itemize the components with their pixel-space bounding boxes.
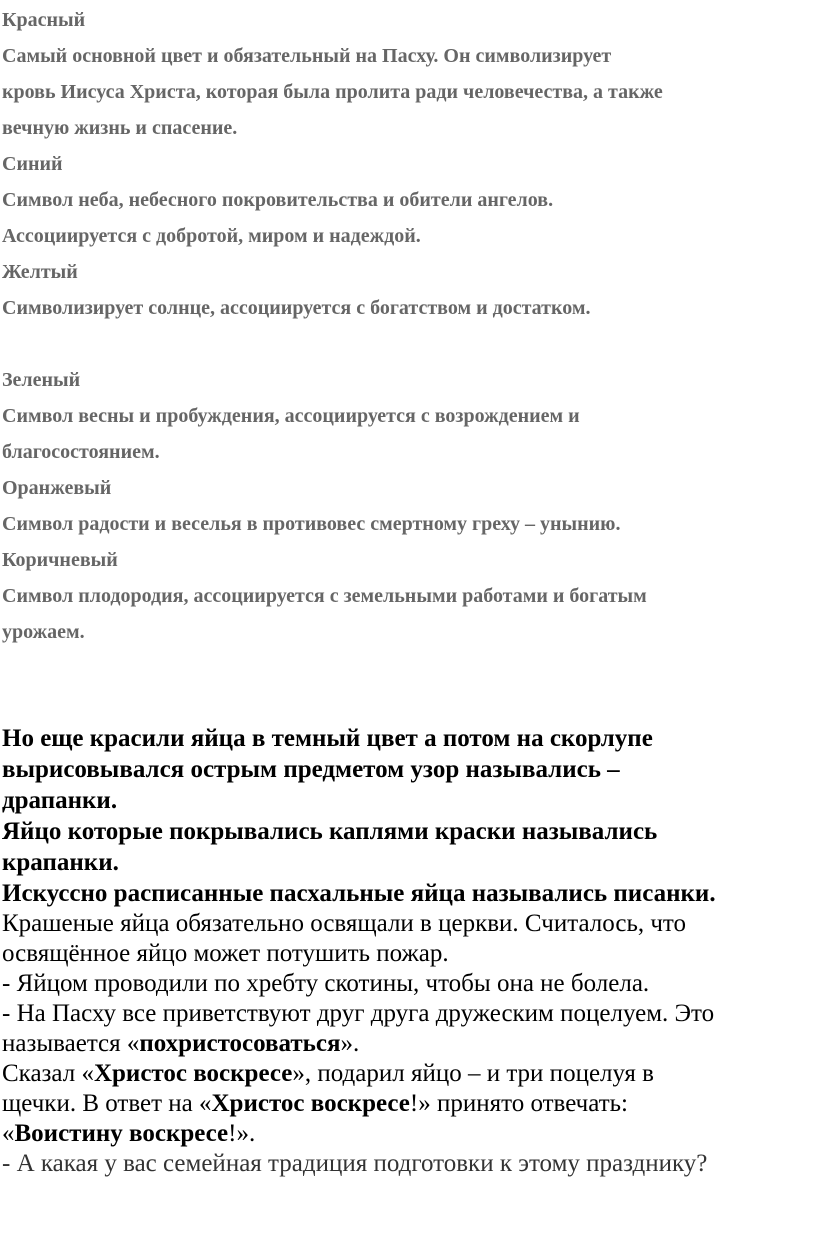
egg-types-line: Яйцо которые покрывались каплями краски назывались <box>2 818 658 845</box>
egg-types-section <box>0 723 816 909</box>
color-title-yellow: Желтый <box>2 261 78 283</box>
color-desc-red-2: кровь Иисуса Христа, которая была пролита ради человечества, а также <box>2 81 663 103</box>
color-title-red: Красный <box>2 9 86 31</box>
color-desc-green-2: благосостоянием. <box>2 441 160 463</box>
text-fragment: « <box>2 1120 15 1147</box>
text-fragment: Сказал « <box>2 1060 94 1087</box>
color-title-orange: Оранжевый <box>2 477 112 499</box>
tradition-line <box>2 1089 816 1119</box>
color-title-blue: Синий <box>2 153 63 175</box>
tradition-line <box>2 1119 816 1149</box>
text-fragment: щечки. В ответ на « <box>2 1090 212 1117</box>
text-fragment: !» принято отвечать: <box>409 1090 628 1117</box>
color-desc-blue-1: Символ неба, небесного покровительства и обители ангелов. <box>2 189 554 211</box>
egg-types-line: вырисовывался острым предметом узор назывались – <box>2 756 620 783</box>
tradition-line <box>2 1029 816 1059</box>
color-desc-brown-2: урожаем. <box>2 621 85 643</box>
color-desc-blue-2: Ассоциируется с добротой, миром и надеждой. <box>2 225 421 247</box>
egg-types-line: драпанки. <box>2 787 118 814</box>
tradition-question: - А какая у вас семейная традиция подготовки к этому празднику? <box>2 1150 708 1177</box>
spacer <box>0 650 816 723</box>
text-fragment: ». <box>340 1030 360 1057</box>
traditions-section <box>0 909 816 1179</box>
emphasis-text: Христос воскресе <box>93 1060 293 1087</box>
tradition-line: - Яйцом проводили по хребту скотины, чтобы она не болела. <box>2 970 650 997</box>
color-desc-green-1: Символ весны и пробуждения, ассоциируется с возрождением и <box>2 405 580 427</box>
egg-types-line: Но еще красили яйца в темный цвет а потом на скорлупе <box>2 725 653 752</box>
color-desc-orange-1: Символ радости и веселья в противовес смертному греху – унынию. <box>2 513 621 535</box>
tradition-line <box>2 1059 816 1089</box>
tradition-line: Крашеные яйца обязательно освящали в церкви. Считалось, что <box>2 910 687 937</box>
color-desc-red-3: вечную жизнь и спасение. <box>2 117 238 139</box>
emphasis-text: похристосоваться <box>139 1030 341 1057</box>
colors-section <box>0 2 812 650</box>
color-desc-red-1: Самый основной цвет и обязательный на Пасху. Он символизирует <box>2 45 612 67</box>
color-title-brown: Коричневый <box>2 549 118 571</box>
emphasis-text: Христос воскресе <box>211 1090 410 1117</box>
tradition-line: - На Пасху все приветствуют друг друга дружеским поцелуем. Это <box>2 1000 715 1027</box>
color-title-green: Зеленый <box>2 369 81 391</box>
emphasis-text: Воистину воскресе <box>14 1120 229 1147</box>
color-desc-brown-1: Символ плодородия, ассоциируется с земельными работами и богатым <box>2 585 647 607</box>
text-fragment: называется « <box>2 1030 140 1057</box>
egg-types-line: крапанки. <box>2 849 119 876</box>
text-fragment: !». <box>228 1120 256 1147</box>
text-fragment: », подарил яйцо – и три поцелуя в <box>292 1060 654 1087</box>
spacer <box>2 326 812 362</box>
egg-types-line: Искуссно расписанные пасхальные яйца назывались писанки. <box>2 880 716 907</box>
tradition-line: освящённое яйцо может потушить пожар. <box>2 940 449 967</box>
color-desc-yellow-1: Символизирует солнце, ассоциируется с богатством и достатком. <box>2 297 591 319</box>
